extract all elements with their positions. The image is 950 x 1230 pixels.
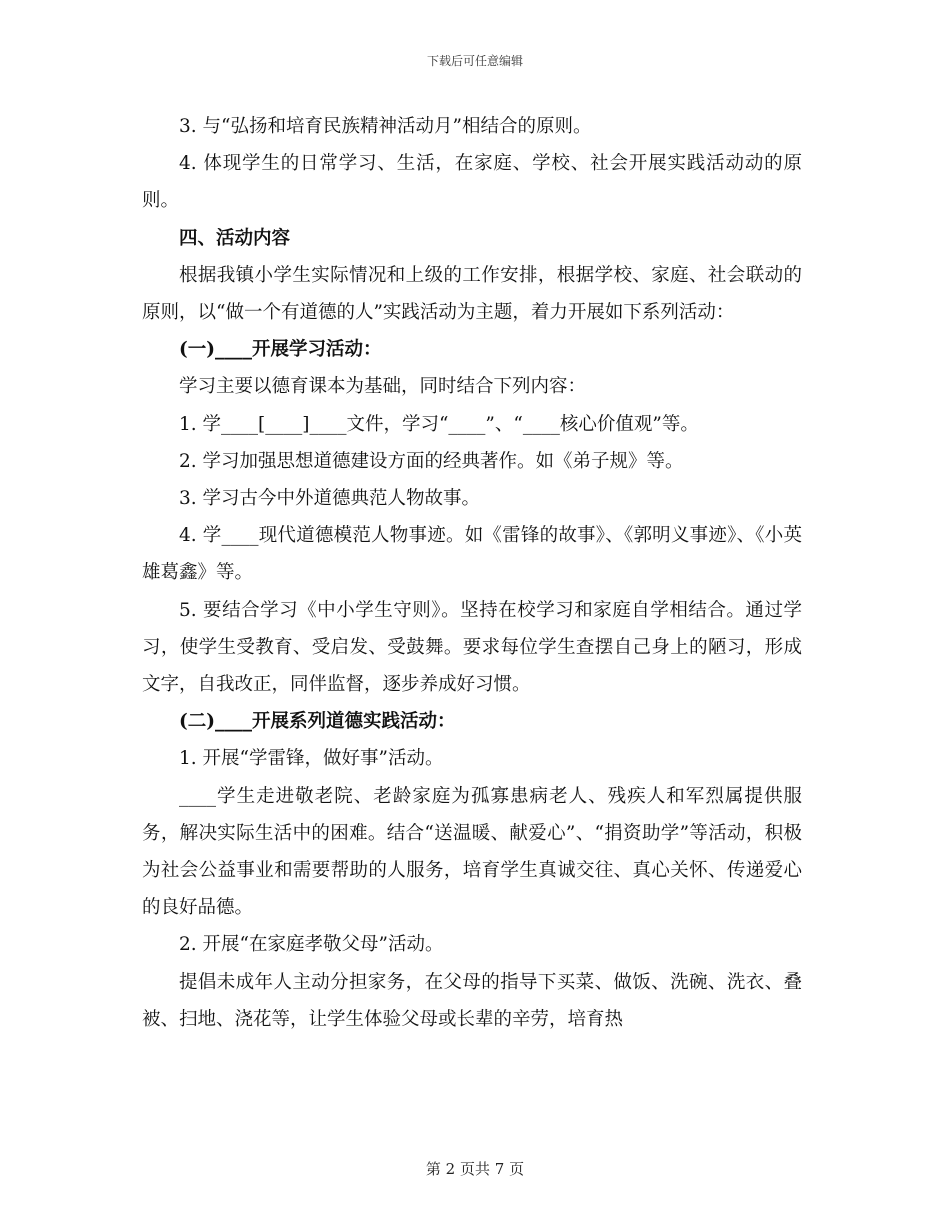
paragraph: [142, 964, 802, 1038]
text-line: 3. 学习古今中外道德典范人物故事。: [179, 488, 481, 510]
document-body: [142, 108, 802, 1038]
text-line: 事迹》、《小英雄葛鑫》等。: [142, 525, 802, 584]
text-line: 3. 与“弘扬和培育民族精神活动月”相结合的原则。: [179, 116, 592, 137]
text-line: 5. 要结合学习《中小学生守则》。坚持在校学习和家庭自学相结: [179, 599, 708, 621]
paragraph: [142, 480, 802, 517]
text-line: 四、活动内容: [179, 227, 291, 249]
paragraph: [142, 406, 802, 443]
text-line: 1. 开展“学雷锋，做好事”活动。: [179, 748, 444, 770]
paragraph: [142, 592, 802, 704]
paragraph: [142, 517, 802, 591]
text-line: “捐资助学”等活动，积极为社会公益事业和需要帮助的人服务，培: [142, 822, 802, 882]
paragraph: [142, 145, 802, 219]
paragraph: [142, 443, 802, 480]
text-line: 4. 体现学生的日常学习、生活，在家庭、学校、社会开展实践活动: [179, 153, 745, 175]
text-line: 2. 学习加强思想道德建设方面的经典著作。如《弟子规》等。: [179, 450, 684, 472]
paragraph: [142, 926, 802, 963]
paragraph: [142, 257, 802, 331]
text-line: 社会联动的原则，以“做一个有道德的人”实践活动为主题，着力开: [142, 264, 802, 324]
text-line: 育学生真诚交往、真心关怀、传递爱心的良好品德。: [142, 860, 802, 919]
section-heading: [142, 331, 802, 368]
text-line: (一)____开展学习活动：: [179, 339, 382, 361]
page-number: 第 2 页共 7 页: [425, 1160, 525, 1178]
text-line: 学习主要以德育课本为基础，同时结合下列内容：: [179, 376, 587, 398]
text-line: 1. 学____[____]____文件，学习“____”、“____核心价值观”: [179, 413, 662, 435]
text-line: (二)____开展系列道德实践活动：: [179, 711, 456, 733]
text-line: 动的原则。: [142, 153, 802, 212]
text-line: 2. 开展“在家庭孝敬父母”活动。: [179, 934, 444, 956]
page-header: 下载后可任意编辑: [426, 54, 523, 68]
text-line: 合。通过学习，使学生受教育、受启发、受鼓舞。要求每位学生查摆: [142, 599, 802, 658]
text-line: 属提供服务，解决实际生活中的困难。结合“送温暖、献爱心”、: [142, 785, 802, 844]
section-heading: [142, 220, 802, 257]
text-line: 根据我镇小学生实际情况和上级的工作安排，根据学校、家庭、: [179, 264, 708, 286]
text-line: 4. 学____现代道德模范人物事迹。如《雷锋的故事》、《郭明义: [179, 525, 690, 547]
text-line: 展如下系列活动：: [586, 302, 735, 324]
paragraph: [142, 778, 802, 927]
paragraph: [142, 740, 802, 777]
paragraph: [142, 108, 802, 145]
paragraph: [142, 368, 802, 405]
section-heading: [142, 703, 802, 740]
text-line: ____学生走进敬老院、老龄家庭为孤寡患病老人、残疾人和军烈: [179, 785, 725, 807]
text-line: 洗衣、叠被、扫地、浇花等，让学生体验父母或长辈的辛劳，培育热: [142, 971, 802, 1030]
text-line: 提倡未成年人主动分担家务，在父母的指导下买菜、做饭、洗碗、: [179, 971, 727, 993]
text-line: 等。: [661, 413, 699, 435]
text-line: 自己身上的陋习，形成文字，自我改正，同伴监督，逐步养成好习惯。: [142, 636, 802, 696]
